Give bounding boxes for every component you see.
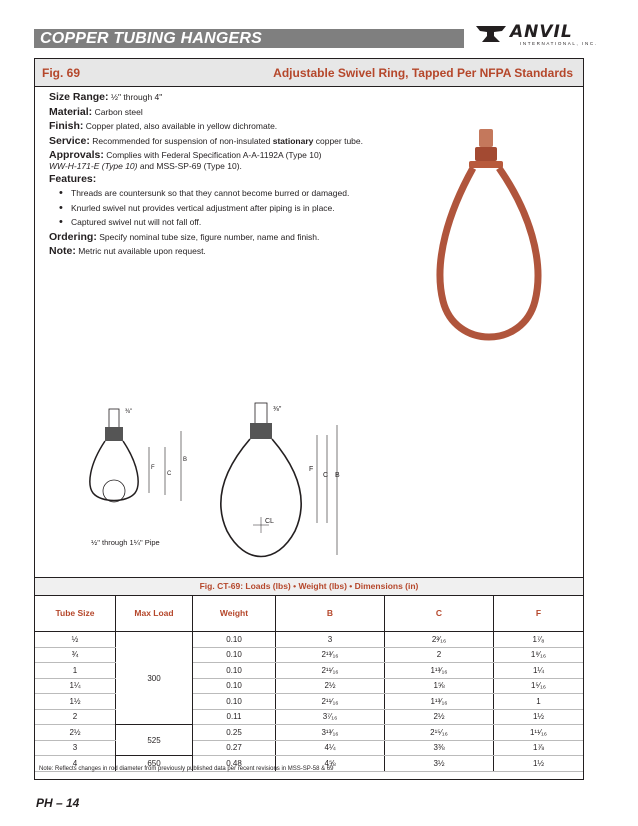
col-header: C <box>385 595 494 632</box>
table-cell: 3⁷⁄₁₆ <box>276 709 385 725</box>
centerline-label: CL <box>265 518 274 525</box>
feature-list <box>49 186 389 230</box>
figure-header <box>35 59 583 87</box>
table-cell: 1⁵⁄₁₆ <box>494 678 584 694</box>
large-hanger-drawing <box>221 403 337 557</box>
table-cell: ½ <box>35 632 116 648</box>
col-header: Weight <box>193 595 276 632</box>
large-dim-b: B <box>335 472 340 479</box>
table-cell: 0.10 <box>193 632 276 648</box>
product-panel <box>34 58 584 780</box>
spec-finish: Finish: Copper plated, also available in yellow dichromate. <box>49 120 278 132</box>
small-dim-b: B <box>183 457 188 463</box>
table-cell: 3¹³⁄₁₆ <box>276 725 385 741</box>
hanger-photo <box>429 121 549 351</box>
table-cell: 4 <box>35 756 116 772</box>
feature-item: • Knurled swivel nut provides vertical adjustment after piping is in place. <box>71 201 389 216</box>
col-header: Max Load <box>116 595 193 632</box>
spec-ordering: Ordering: Specify nominal tube size, figure number, name and finish. <box>49 230 320 243</box>
banner-title: COPPER TUBING HANGERS <box>40 30 262 47</box>
feature-item: • Captured swivel nut will not fall off. <box>71 215 389 230</box>
large-dim-f: F <box>309 466 314 473</box>
table-cell: 0.10 <box>193 647 276 663</box>
table-cell: 2 <box>35 709 116 725</box>
col-header: B <box>276 595 385 632</box>
table-cell: 2³⁄₁₆ <box>385 632 494 648</box>
logo-wordmark: ANVIL <box>510 22 573 42</box>
table-cell: ¾ <box>35 647 116 663</box>
table-cell: 1 <box>494 694 584 710</box>
dimensions-table <box>35 595 583 772</box>
table-cell: 300 <box>116 632 193 725</box>
table-cell: 1½ <box>35 694 116 710</box>
table-cell: 3⅜ <box>385 740 494 756</box>
table-cell: 3½ <box>385 756 494 772</box>
table-cell: 650 <box>116 756 193 772</box>
table-cell: 0.10 <box>193 663 276 679</box>
table-cell: 2½ <box>35 725 116 741</box>
spec-service: Service: Recommended for suspension of non-insulated stationary copper tube. <box>49 134 363 147</box>
table-cell: 1¹³⁄₁₆ <box>385 663 494 679</box>
table-title: Fig. CT-69: Loads (lbs) • Weight (lbs) • Dimensions (in) <box>35 577 583 596</box>
table-cell: 0.48 <box>193 756 276 772</box>
table-cell: 1⁹⁄₁₆ <box>494 647 584 663</box>
table-cell: 2½ <box>276 678 385 694</box>
table-cell: 2 <box>385 647 494 663</box>
table-cell: 1⅞ <box>494 740 584 756</box>
spec-list <box>49 90 389 259</box>
table-cell: 525 <box>116 725 193 756</box>
anvil-icon <box>474 24 508 46</box>
table-cell: 2¹¹⁄₁₆ <box>276 663 385 679</box>
table-cell: 4¼ <box>276 740 385 756</box>
spec-material: Material: Carbon steel <box>49 105 143 118</box>
figure-number: Fig. 69 <box>42 66 81 80</box>
table-cell: 4⅝ <box>276 756 385 772</box>
col-header: Tube Size <box>35 595 116 632</box>
spec-features-heading: Features: <box>49 172 97 185</box>
col-header: F <box>494 595 584 632</box>
table-cell: 1½ <box>494 709 584 725</box>
table-cell: 0.11 <box>193 709 276 725</box>
table-cell: 0.10 <box>193 678 276 694</box>
feature-item: • Threads are countersunk so that they cannot become burred or damaged. <box>71 186 389 201</box>
table-cell: 1¹¹⁄₁₆ <box>494 725 584 741</box>
table-cell: 1½ <box>494 756 584 772</box>
table-cell: 2¹³⁄₁₆ <box>276 647 385 663</box>
small-dim-c: C <box>167 471 172 477</box>
table-cell: 1⁷⁄₈ <box>494 632 584 648</box>
page-footer: PH – 14 <box>36 796 80 810</box>
large-dim-c: C <box>323 472 329 479</box>
table-cell: 1¼ <box>494 663 584 679</box>
table-note: Note: Reflects changes in rod diameter from previously published data per recent revisions in MSS-SP-58 & 69 <box>39 766 334 772</box>
large-rod-label: ⅜" <box>273 406 282 413</box>
small-rod-label: ⅜" <box>125 409 133 415</box>
logo-subtitle: INTERNATIONAL, INC. <box>520 41 598 46</box>
table-cell: 3 <box>35 740 116 756</box>
table-cell: 1¹³⁄₁₆ <box>385 694 494 710</box>
anvil-logo <box>474 22 602 48</box>
small-hanger-drawing <box>90 409 181 502</box>
spec-approvals: Approvals: Complies with Federal Specification A-A-1192A (Type 10) <box>49 149 322 161</box>
spec-approvals-line2: WW-H-171-E (Type 10) and MSS-SP-69 (Type 10). <box>49 160 242 171</box>
table-cell: 0.25 <box>193 725 276 741</box>
table-cell: 1 <box>35 663 116 679</box>
table-header-row <box>35 595 583 632</box>
table-cell: 0.27 <box>193 740 276 756</box>
small-caption: ½" through 1¼" Pipe <box>91 538 160 547</box>
table-body <box>35 632 583 772</box>
spec-size: Size Range: ½" through 4" <box>49 91 163 103</box>
section-banner <box>34 29 464 48</box>
table-cell: 1⅝ <box>385 678 494 694</box>
table-row <box>35 632 583 648</box>
table-cell: 1¼ <box>35 678 116 694</box>
dimension-drawing <box>69 395 369 585</box>
table-cell: 2½ <box>385 709 494 725</box>
table-cell: 2¹⁵⁄₁₆ <box>385 725 494 741</box>
table-row <box>35 725 583 741</box>
spec-note: Note: Metric nut available upon request. <box>49 245 206 257</box>
figure-description: Adjustable Swivel Ring, Tapped Per NFPA Standards <box>273 66 573 80</box>
small-dim-f: F <box>151 465 155 471</box>
table-cell: 0.10 <box>193 694 276 710</box>
table-cell: 2¹¹⁄₁₆ <box>276 694 385 710</box>
table-cell: 3 <box>276 632 385 648</box>
